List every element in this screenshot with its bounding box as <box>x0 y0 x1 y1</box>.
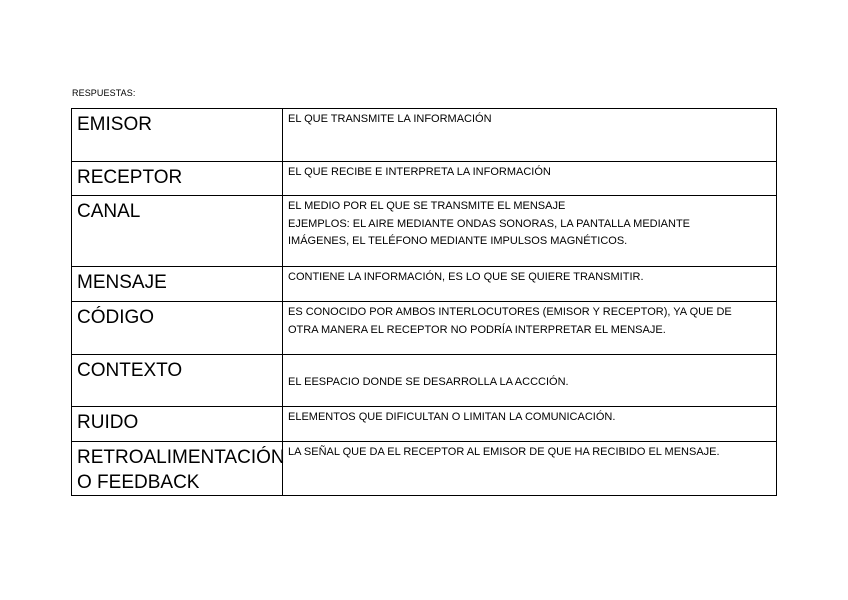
term-cell: MENSAJE <box>72 267 283 302</box>
definition-cell <box>283 267 777 302</box>
definition-line: ELEMENTOS QUE DIFICULTAN O LIMITAN LA COMUNICACIÓN. <box>288 411 616 423</box>
definition-line: OTRA MANERA EL RECEPTOR NO PODRÍA INTERPRETAR EL MENSAJE. <box>288 323 666 336</box>
definition-line: EJEMPLOS: EL AIRE MEDIANTE ONDAS SONORAS, LA PANTALLA MEDIANTE <box>288 217 691 230</box>
table-row <box>72 355 777 407</box>
definition-line: EL EESPACIO DONDE SE DESARROLLA LA ACCCIÓN. <box>288 376 569 388</box>
definition-cell <box>283 355 777 407</box>
definition-cell <box>283 407 777 442</box>
table-row <box>72 442 777 496</box>
communication-elements-table <box>71 108 777 496</box>
definition-cell <box>283 196 777 267</box>
definition-cell <box>283 442 777 496</box>
table-row <box>72 162 777 196</box>
definition-line: EL QUE TRANSMITE LA INFORMACIÓN <box>288 113 492 125</box>
page-heading: RESPUESTAS: <box>72 88 136 98</box>
definition-line: IMÁGENES, EL TELÉFONO MEDIANTE IMPULSOS MAGNÉTICOS. <box>288 235 628 247</box>
definition-line: EL QUE RECIBE E INTERPRETA LA INFORMACIÓN <box>288 166 551 178</box>
term-cell: RUIDO <box>72 407 283 442</box>
definition-cell <box>283 162 777 196</box>
term-cell: CÓDIGO <box>72 302 283 355</box>
definition-line: CONTIENE LA INFORMACIÓN, ES LO QUE SE QUIERE TRANSMITIR. <box>288 271 644 283</box>
term-cell: EMISOR <box>72 109 283 162</box>
table-row <box>72 196 777 267</box>
term-cell: RETROALIMENTACIÓN O FEEDBACK <box>72 442 283 496</box>
table-row <box>72 109 777 162</box>
definition-cell <box>283 109 777 162</box>
table-row <box>72 407 777 442</box>
definition-line: LA SEÑAL QUE DA EL RECEPTOR AL EMISOR DE QUE HA RECIBIDO EL MENSAJE. <box>288 446 720 458</box>
term-cell: RECEPTOR <box>72 162 283 196</box>
term-cell: CONTEXTO <box>72 355 283 407</box>
term-cell: CANAL <box>72 196 283 267</box>
table-row <box>72 302 777 355</box>
definition-cell <box>283 302 777 355</box>
definition-line: EL MEDIO POR EL QUE SE TRANSMITE EL MENSAJE <box>288 200 566 212</box>
definition-line: ES CONOCIDO POR AMBOS INTERLOCUTORES (EMISOR Y RECEPTOR), YA QUE DE <box>288 306 732 318</box>
table-row <box>72 267 777 302</box>
